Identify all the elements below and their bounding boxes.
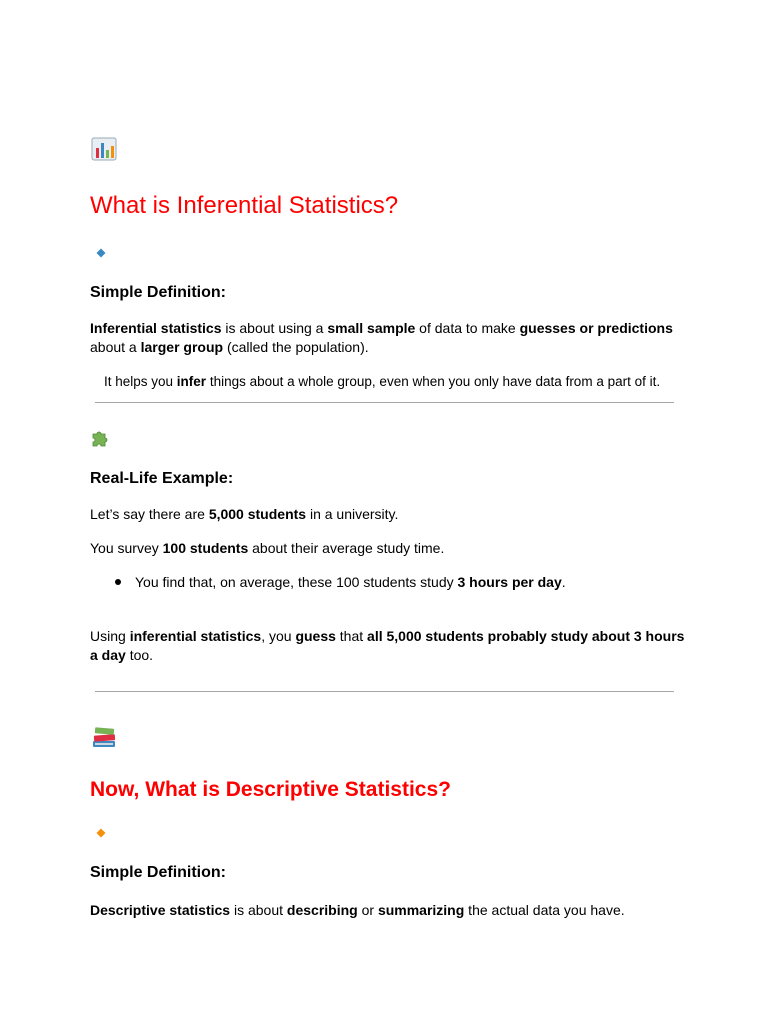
descriptive-title: Now, What is Descriptive Statistics?	[90, 778, 451, 801]
example-line-1: Let’s say there are 5,000 students in a university.	[90, 506, 399, 522]
small-orange-diamond-icon	[96, 828, 106, 838]
section-divider	[95, 402, 674, 403]
term-descriptive-statistics: Descriptive statistics	[90, 902, 231, 918]
inferential-note: It helps you infer things about a whole group, even when you only have data from a part of it.	[104, 374, 661, 389]
section-divider	[95, 691, 674, 692]
inferential-title: What is Inferential Statistics?	[90, 192, 399, 219]
small-blue-diamond-icon	[96, 248, 106, 258]
example-conclusion: Using inferential statistics, you guess that all 5,000 students probably study about 3 hours a day too.	[90, 628, 685, 663]
descriptive-definition-heading: Simple Definition:	[90, 864, 226, 881]
term-inferential-statistics: Inferential statistics	[90, 320, 222, 336]
inferential-definition: Inferential statistics is about using a small sample of data to make guesses or predictions about a larger group (called the population).	[90, 320, 673, 355]
bar-chart-icon	[91, 137, 117, 161]
descriptive-definition: Descriptive statistics is about describing or summarizing the actual data you have.	[90, 902, 625, 918]
example-line-2: You survey 100 students about their average study time.	[90, 540, 445, 556]
bullet-icon	[115, 579, 121, 585]
puzzle-piece-icon	[91, 428, 111, 448]
example-bullet-item: You find that, on average, these 100 students study 3 hours per day.	[135, 574, 566, 590]
example-heading: Real-Life Example:	[90, 470, 234, 487]
inferential-definition-heading: Simple Definition:	[90, 284, 226, 301]
books-icon	[91, 725, 117, 749]
